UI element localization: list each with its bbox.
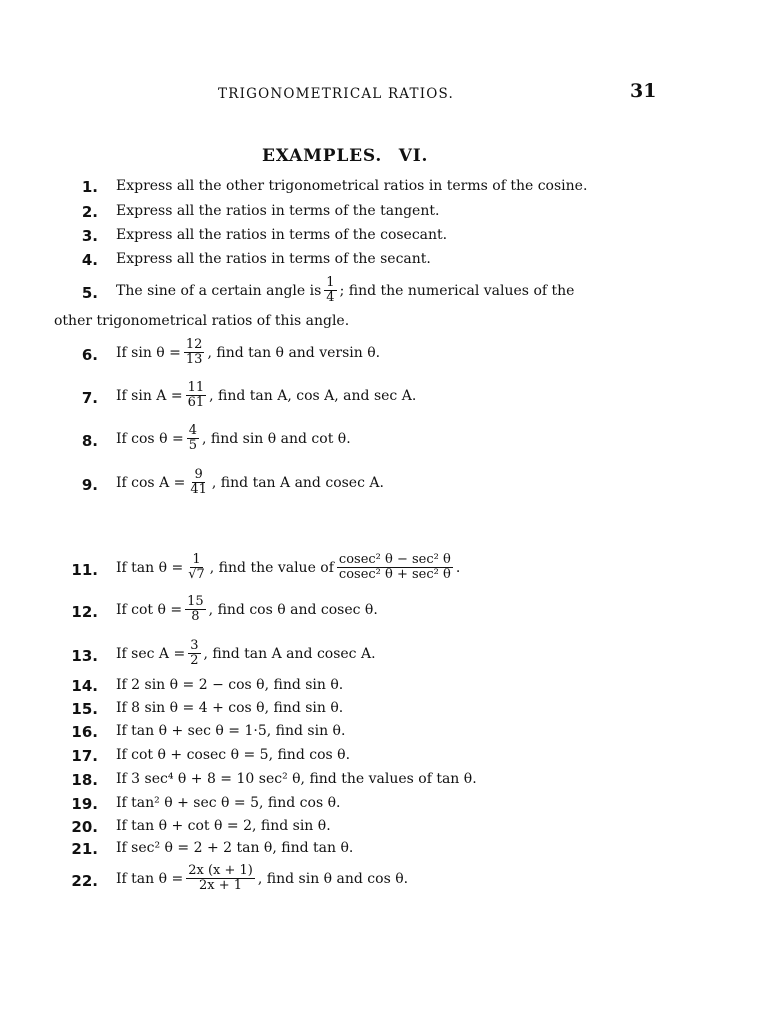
numerator: 4 xyxy=(188,423,197,438)
example-text xyxy=(116,424,351,453)
numerator: 1 xyxy=(192,552,201,567)
denominator: 8 xyxy=(191,609,200,624)
denominator: 2 xyxy=(190,653,199,668)
denominator: 2x + 1 xyxy=(199,878,243,893)
example-text: If tan θ + sec θ = 1·5, find sin θ. xyxy=(116,723,346,739)
numerator: 1 xyxy=(326,275,335,290)
example-7 xyxy=(0,380,768,410)
example-text-pre: If sin A = xyxy=(116,387,183,404)
fraction xyxy=(185,595,206,624)
denominator: 4 xyxy=(326,290,335,305)
example-number: 4. xyxy=(81,251,98,269)
example-text-pre: The sine of a certain angle is xyxy=(116,282,322,299)
example-number: 3. xyxy=(81,227,98,245)
example-number: 16. xyxy=(71,723,98,741)
numerator: 15 xyxy=(187,594,204,609)
example-number: 15. xyxy=(71,700,98,718)
example-text-pre: If sin θ = xyxy=(116,344,181,361)
example-number: 14. xyxy=(71,677,98,695)
example-3 xyxy=(0,227,768,247)
example-text-post: , find cos θ and cosec θ. xyxy=(208,601,378,618)
example-20 xyxy=(0,818,768,838)
example-16 xyxy=(0,723,768,743)
example-number: 6. xyxy=(81,346,98,364)
example-text xyxy=(116,381,416,410)
numerator: 12 xyxy=(185,337,203,352)
example-18 xyxy=(0,771,768,791)
example-number: 11. xyxy=(71,561,98,579)
example-text-pre: If sec A = xyxy=(116,645,186,662)
example-text-post: , find sin θ and cot θ. xyxy=(201,430,351,447)
example-8 xyxy=(0,423,768,453)
example-1 xyxy=(0,178,768,198)
numerator: 11 xyxy=(187,380,205,395)
example-number: 18. xyxy=(71,771,98,789)
example-text-post: , find tan θ and versin θ. xyxy=(207,344,381,361)
example-text-pre: If cos A = xyxy=(116,474,186,491)
example-number: 12. xyxy=(71,603,98,621)
example-text xyxy=(116,595,378,624)
example-17 xyxy=(0,747,768,767)
fraction xyxy=(324,276,336,305)
example-11 xyxy=(0,552,768,582)
example-number: 2. xyxy=(81,203,98,221)
numerator: 9 xyxy=(194,467,203,482)
denominator: √7 xyxy=(188,567,205,582)
numerator: 2x (x + 1) xyxy=(188,863,253,878)
example-2 xyxy=(0,203,768,223)
example-number: 21. xyxy=(71,840,98,858)
example-9 xyxy=(0,467,768,497)
example-text: Express all the ratios in terms of the tangent. xyxy=(116,203,440,219)
fraction xyxy=(187,424,199,453)
example-text-mid: , find the value of xyxy=(209,559,334,576)
example-number: 9. xyxy=(81,476,98,494)
example-text-post: , find tan A and cosec A. xyxy=(203,645,376,662)
denominator: 41 xyxy=(190,482,207,497)
example-text-post: . xyxy=(455,559,461,576)
example-text xyxy=(116,864,408,893)
example-22 xyxy=(0,863,768,893)
example-text-post: ; find the numerical values of the xyxy=(339,282,575,299)
example-text: Express all the other trigonometrical ratios in terms of the cosine. xyxy=(116,178,588,194)
example-text-pre: If cot θ = xyxy=(116,601,183,618)
example-number: 20. xyxy=(71,818,98,836)
section-title: EXAMPLES. VI. xyxy=(262,146,429,166)
example-number: 13. xyxy=(71,647,98,665)
denominator: 61 xyxy=(187,395,205,410)
running-head: TRIGONOMETRICAL RATIOS. xyxy=(218,86,454,102)
example-6 xyxy=(0,337,768,367)
example-text-post: , find tan A and cosec A. xyxy=(211,474,384,491)
fraction xyxy=(188,468,209,497)
example-text-pre: If tan θ = xyxy=(116,559,184,576)
denominator: 13 xyxy=(185,352,203,367)
example-text: If cot θ + cosec θ = 5, find cos θ. xyxy=(116,747,351,763)
fraction xyxy=(184,338,205,367)
example-5-continuation: other trigonometrical ratios of this angle. xyxy=(54,313,350,329)
example-number: 19. xyxy=(71,795,98,813)
page-number: 31 xyxy=(630,80,657,102)
example-text: If tan² θ + sec θ = 5, find cos θ. xyxy=(116,795,341,811)
example-text: Express all the ratios in terms of the cosecant. xyxy=(116,227,448,243)
example-13 xyxy=(0,638,768,668)
fraction xyxy=(186,553,207,582)
example-text xyxy=(116,276,574,305)
example-text xyxy=(116,338,380,367)
example-12 xyxy=(0,594,768,624)
example-14 xyxy=(0,677,768,697)
numerator: 3 xyxy=(190,638,199,653)
example-text-post: , find sin θ and cos θ. xyxy=(257,870,409,887)
fraction-2 xyxy=(337,553,453,582)
example-text xyxy=(116,639,376,668)
example-number: 5. xyxy=(81,284,98,302)
example-number: 8. xyxy=(81,432,98,450)
example-5 xyxy=(0,275,768,305)
example-21 xyxy=(0,840,768,860)
example-text-pre: If cos θ = xyxy=(116,430,184,447)
example-text: If sec² θ = 2 + 2 tan θ, find tan θ. xyxy=(116,840,354,856)
example-text: If 2 sin θ = 2 − cos θ, find sin θ. xyxy=(116,677,344,693)
example-text: Express all the ratios in terms of the secant. xyxy=(116,251,431,267)
fraction xyxy=(186,864,255,893)
example-text: If 8 sin θ = 4 + cos θ, find sin θ. xyxy=(116,700,344,716)
example-text: If 3 sec⁴ θ + 8 = 10 sec² θ, find the values of tan θ. xyxy=(116,771,477,787)
example-4 xyxy=(0,251,768,271)
example-number: 22. xyxy=(71,872,98,890)
numerator: cosec² θ − sec² θ xyxy=(338,552,451,567)
example-text-pre: If tan θ = xyxy=(116,870,184,887)
example-text xyxy=(116,553,460,582)
example-number: 17. xyxy=(71,747,98,765)
fraction xyxy=(186,381,207,410)
example-number: 1. xyxy=(81,178,98,196)
fraction xyxy=(188,639,200,668)
example-text: If tan θ + cot θ = 2, find sin θ. xyxy=(116,818,331,834)
denominator: cosec² θ + sec² θ xyxy=(338,567,451,582)
example-text-post: , find tan A, cos A, and sec A. xyxy=(209,387,417,404)
denominator: 5 xyxy=(188,438,197,453)
example-15 xyxy=(0,700,768,720)
example-19 xyxy=(0,795,768,815)
example-number: 7. xyxy=(81,389,98,407)
example-text xyxy=(116,468,384,497)
